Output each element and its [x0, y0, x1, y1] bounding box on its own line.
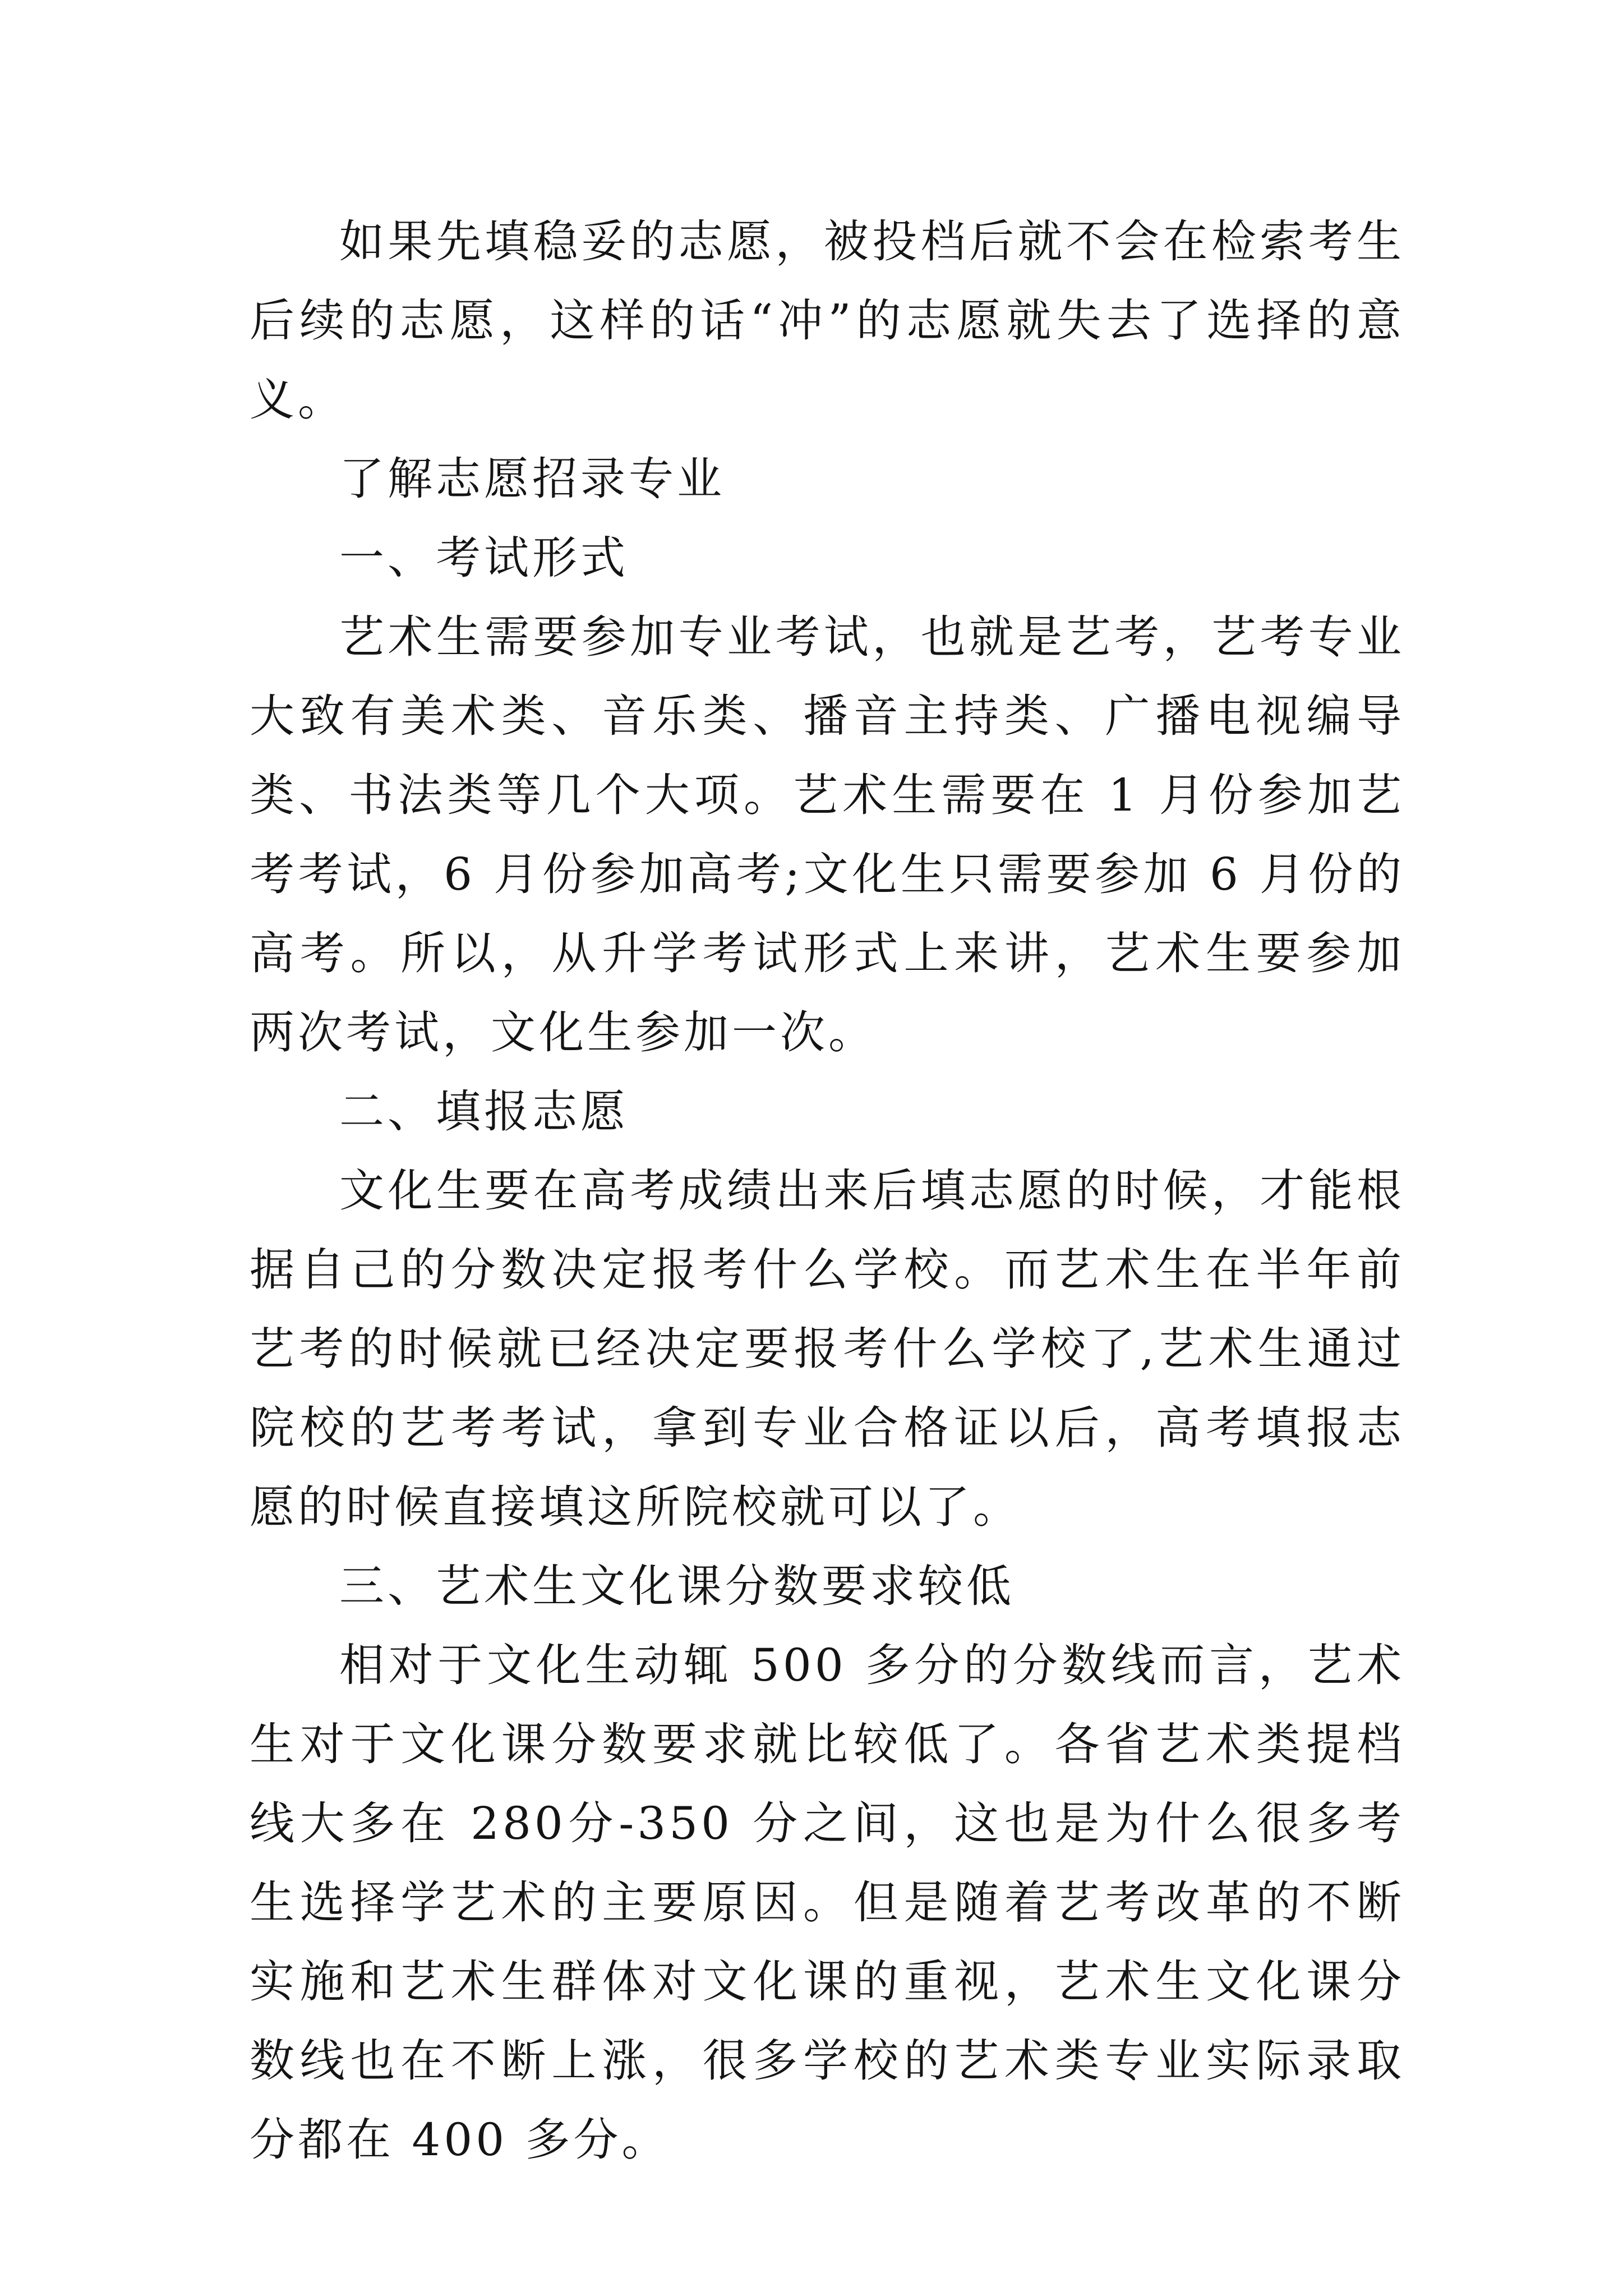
- paragraph-score-requirement: 相对于文化生动辄 500 多分的分数线而言，艺术生对于文化课分数要求就比较低了。各省艺术类提档线大多在 280分-350 分之间，这也是为什么很多考生选择学艺术的主要原因。但是随着艺考改革的不断实施和艺术生群体对文化课的重视，艺术生文化课分数线也在不断上涨，很多学校的艺术类专业实际录取分都在 400 多分。: [250, 1639, 1405, 2166]
- heading-exam-format: 一、考试形式: [339, 532, 629, 584]
- heading-application: 二、填报志愿: [339, 1085, 629, 1138]
- heading-score-requirement: 三、艺术生文化课分数要求较低: [339, 1560, 1015, 1612]
- document-body: [250, 202, 1405, 2179]
- section-title: 了解志愿招录专业: [339, 453, 725, 505]
- paragraph-application: 文化生要在高考成绩出来后填志愿的时候，才能根据自己的分数决定报考什么学校。而艺术生在半年前艺考的时候就已经决定要报考什么学校了,艺术生通过院校的艺考考试，拿到专业合格证以后，高考填报志愿的时候直接填这所院校就可以了。: [250, 1165, 1405, 1533]
- paragraph-exam-format: 艺术生需要参加专业考试，也就是艺考，艺考专业大致有美术类、音乐类、播音主持类、广播电视编导类、书法类等几个大项。艺术生需要在 1 月份参加艺考考试，6 月份参加高考;文化生只需要参加 6 月份的高考。所以，从升学考试形式上来讲，艺术生要参加两次考试，文化生参加一次。: [250, 611, 1405, 1059]
- paragraph-intro: 如果先填稳妥的志愿，被投档后就不会在检索考生后续的志愿，这样的话“冲”的志愿就失去了选择的意义。: [250, 215, 1405, 426]
